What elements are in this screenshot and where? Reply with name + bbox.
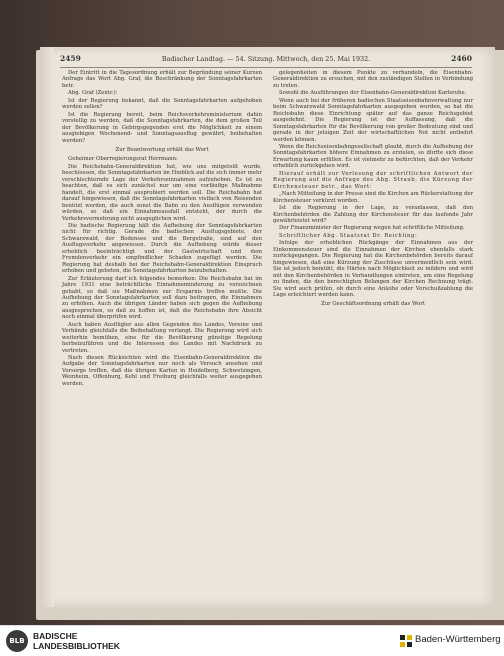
paragraph: Hierauf erhält zur Verlesung der schriftlichen Antwort der Regierung auf die Anfrage des Abg. Straub, die Kürzung der Kirchensteuer betr., das Wort: (273, 170, 473, 190)
paragraph: Geheimer Oberregierungsrat Herrmann: (68, 156, 178, 163)
header-title: Badischer Landtag. — 54. Sitzung. Mittwoch, den 25. Mai 1932. (161, 55, 371, 63)
right-column (273, 70, 473, 311)
footer-bar (0, 625, 504, 656)
paragraph: Ist die Regierung in der Lage, zu veranlassen, daß den Kirchenbehörden die Zahlung der Kirchensteuer für das laufende Jahr gewährleistet wird? (273, 205, 473, 224)
paragraph: Sowohl die Ausführungen der Eisenbahn-Generaldirektion Karlsruhe. (279, 90, 467, 97)
page-number-right: 2460 (451, 54, 472, 63)
paragraph: Schriftlicher Abg. Staatsrat Dr. Reichling: (279, 232, 418, 239)
paragraph: Die badische Regierung hält die Aufhebung der Sonntagsfahrkarten nicht für richtig. Gerade die badischen Ausflugsgebiete, der Schwarzwald, der Bodensee und die Bergstraße, sind auf den Ausflugsverkehr angewiesen. Durch die Aufhebung würde dieser erheblich beeinträchtigt und der Gastwirtschaft und dem Fremdenverkehr ein empfindlicher Schaden zugefügt werden. Die Regierung hat deshalb bei der Reichsbahn-Generaldirektion Einspruch erhoben und gebeten, die Sonntagsfahrkarten beizubehalten. (62, 222, 262, 275)
paragraph: Zur Beantwortung erhält das Wort (115, 146, 209, 153)
paragraph: Infolge der erheblichen Rückgänge der Einnahmen aus der Einkommensteuer sind die Einnahmen der Kirchen ebenfalls stark zurückgegangen. Die Regierung hat die Kirchenbehörden bereits darauf hingewiesen, daß eine Kürzung der Zuschüsse unvermeidlich sein wird. Sie ist jedoch bemüht, die Härten nach Möglichkeit zu mildern und wird mit den Kirchenbehörden in Verhandlungen eintreten, um eine Regelung zu finden, die den berechtigten Belangen der Kirchen Rechnung trägt. Sie wird auch prüfen, ob durch eine Anleihe oder Vorschußzahlung die Lage erleichtert werden kann. (273, 240, 473, 298)
paragraph: gelegenheiten in diesem Punkte zu verhandeln, die Eisenbahn-Generaldirektion zu ersuchen, mit den zuständigen Stellen in Verbindung zu treten. (273, 70, 473, 89)
paragraph: Auch haben Ausflügler aus allen Gegenden des Landes, Vereine und Verbände gleichfalls die Beibehaltung verlangt. Die Regierung wird sich weiterhin bemühen, eine für die Bevölkerung günstige Regelung herbeizuführen und die Interessen des Landes mit Nachdruck zu vertreten. (62, 321, 262, 354)
page-gutter-shade (40, 47, 54, 607)
paragraph: „Nach Mitteilung in der Presse sind die Kirchen am Rückerstattung der Kirchensteuer verkürzt worden. (273, 191, 473, 204)
paragraph: Zur Geschäftsordnung erhält das Wort (321, 301, 425, 308)
paragraph: Abg. Graf (Zentr.): (68, 90, 118, 97)
paragraph: Nach diesen Rücksichten wird die Eisenbahn-Generaldirektion die Aufgabe der Sonntagsfahrkarten nur noch als Versuch ansehen und Vorsorge treffen, daß die übrigen Karten in Heidelberg, Schwetzingen, Weinheim, Offenburg, Kehl und Freiburg gleichfalls weiter ausgegeben werden. (62, 355, 262, 387)
running-header (60, 54, 472, 68)
library-name-line2: LANDESBIBLIOTHEK (33, 640, 120, 651)
paragraph: Die Reichsbahn-Generaldirektion hat, wie uns mitgeteilt wurde, beschlossen, die Sonntagsfahrkarten im Hinblick auf die sich immer mehr verschlechternde Lage der Verkehrseinnahmen aufzuheben. Es ist zu beachten, daß es sich zunächst nur um eine vorläufige Maßnahme handelt, die erst einmal ausprobiert werden soll. Die Reichsbahn hat darauf hingewiesen, daß die Sonntagsfahrkarten vielfach von Reisenden benützt werden, die auch sonst die Bahn zu den Ausflügen verwenden würden, so daß ein Einnahmeausfall entsteht, der durch die Verkehrsvermehrung nicht ausgeglichen wird. (62, 163, 262, 222)
library-name[interactable] (33, 632, 120, 651)
blb-logo-icon[interactable]: BLB (6, 630, 28, 652)
page-number-left: 2459 (60, 54, 81, 63)
state-name[interactable]: Baden-Württemberg (415, 634, 501, 645)
paragraph: Wenn die Reichseisenbahngesellschaft glaubt, durch die Aufhebung der Sonntagsfahrkarten höhere Einnahmen zu erzielen, so dürfte sich diese Erwartung kaum erfüllen. Es ist vielmehr zu befürchten, daß der Verkehr erheblich zurückgehen wird. (273, 143, 473, 170)
library-name-line1: BADISCHE (33, 631, 78, 641)
paragraph: Zur Erläuterung darf ich folgendes bemerken: Die Reichsbahn hat im Jahre 1931 eine beträchtliche Einnahmeminderung zu verzeichnen gehabt, so daß sie Maßnahmen zur Ersparnis treffen mußte. Die Aufhebung der Sonntagsfahrkarten soll dazu beitragen, die Einnahmen zu erhöhen. Auch die übrigen Länder haben sich gegen die Aufhebung ausgesprochen, so daß zu hoffen ist, daß die Reichsbahn ihre Absicht noch einmal überprüfen wird. (62, 275, 262, 321)
paragraph: Ist die Regierung bereit, beim Reichsverkehrsministerium dahin vorstellig zu werden, daß die Sonntagsfahrkarten, die dem großen Teil der Bevölkerung in Gebirgsgegenden erst die Möglichkeit zu einem ausgiebigen Wochenend- und Sonntagsausflug gewährt, beibehalten werden? (62, 111, 262, 144)
left-column (62, 70, 262, 388)
baden-wuerttemberg-logo-icon (400, 635, 412, 647)
paragraph: Ist der Regierung bekannt, daß die Sonntagsfahrkarten aufgehoben werden sollen? (62, 97, 262, 111)
paragraph: Wenn auch bei der früheren badischen Staatseisenbahnverwaltung nur beim Schwarzwald Sonntagsfahrkarten ausgegeben wurden, so hat die Reichsbahn diese Einrichtung später auf das ganze Reichsgebiet ausgedehnt. Die Regierung ist der Auffassung, daß die Sonntagsfahrkarten für die Bevölkerung von großer Bedeutung sind und gerade in der jetzigen Zeit der wirtschaftlichen Not nicht entbehrt werden können. (273, 97, 473, 143)
paragraph: Der Eintritt in die Tagesordnung erhält zur Begründung seiner Kurzen Anfrage das Wort Abg. Graf, die Beschränkung der Sonntagsfahrkarten betr. (62, 70, 262, 89)
header-rule (60, 67, 472, 68)
paragraph: Der Finanzminister der Regierung wegen hat schriftliche Mitteilung. (279, 225, 465, 232)
